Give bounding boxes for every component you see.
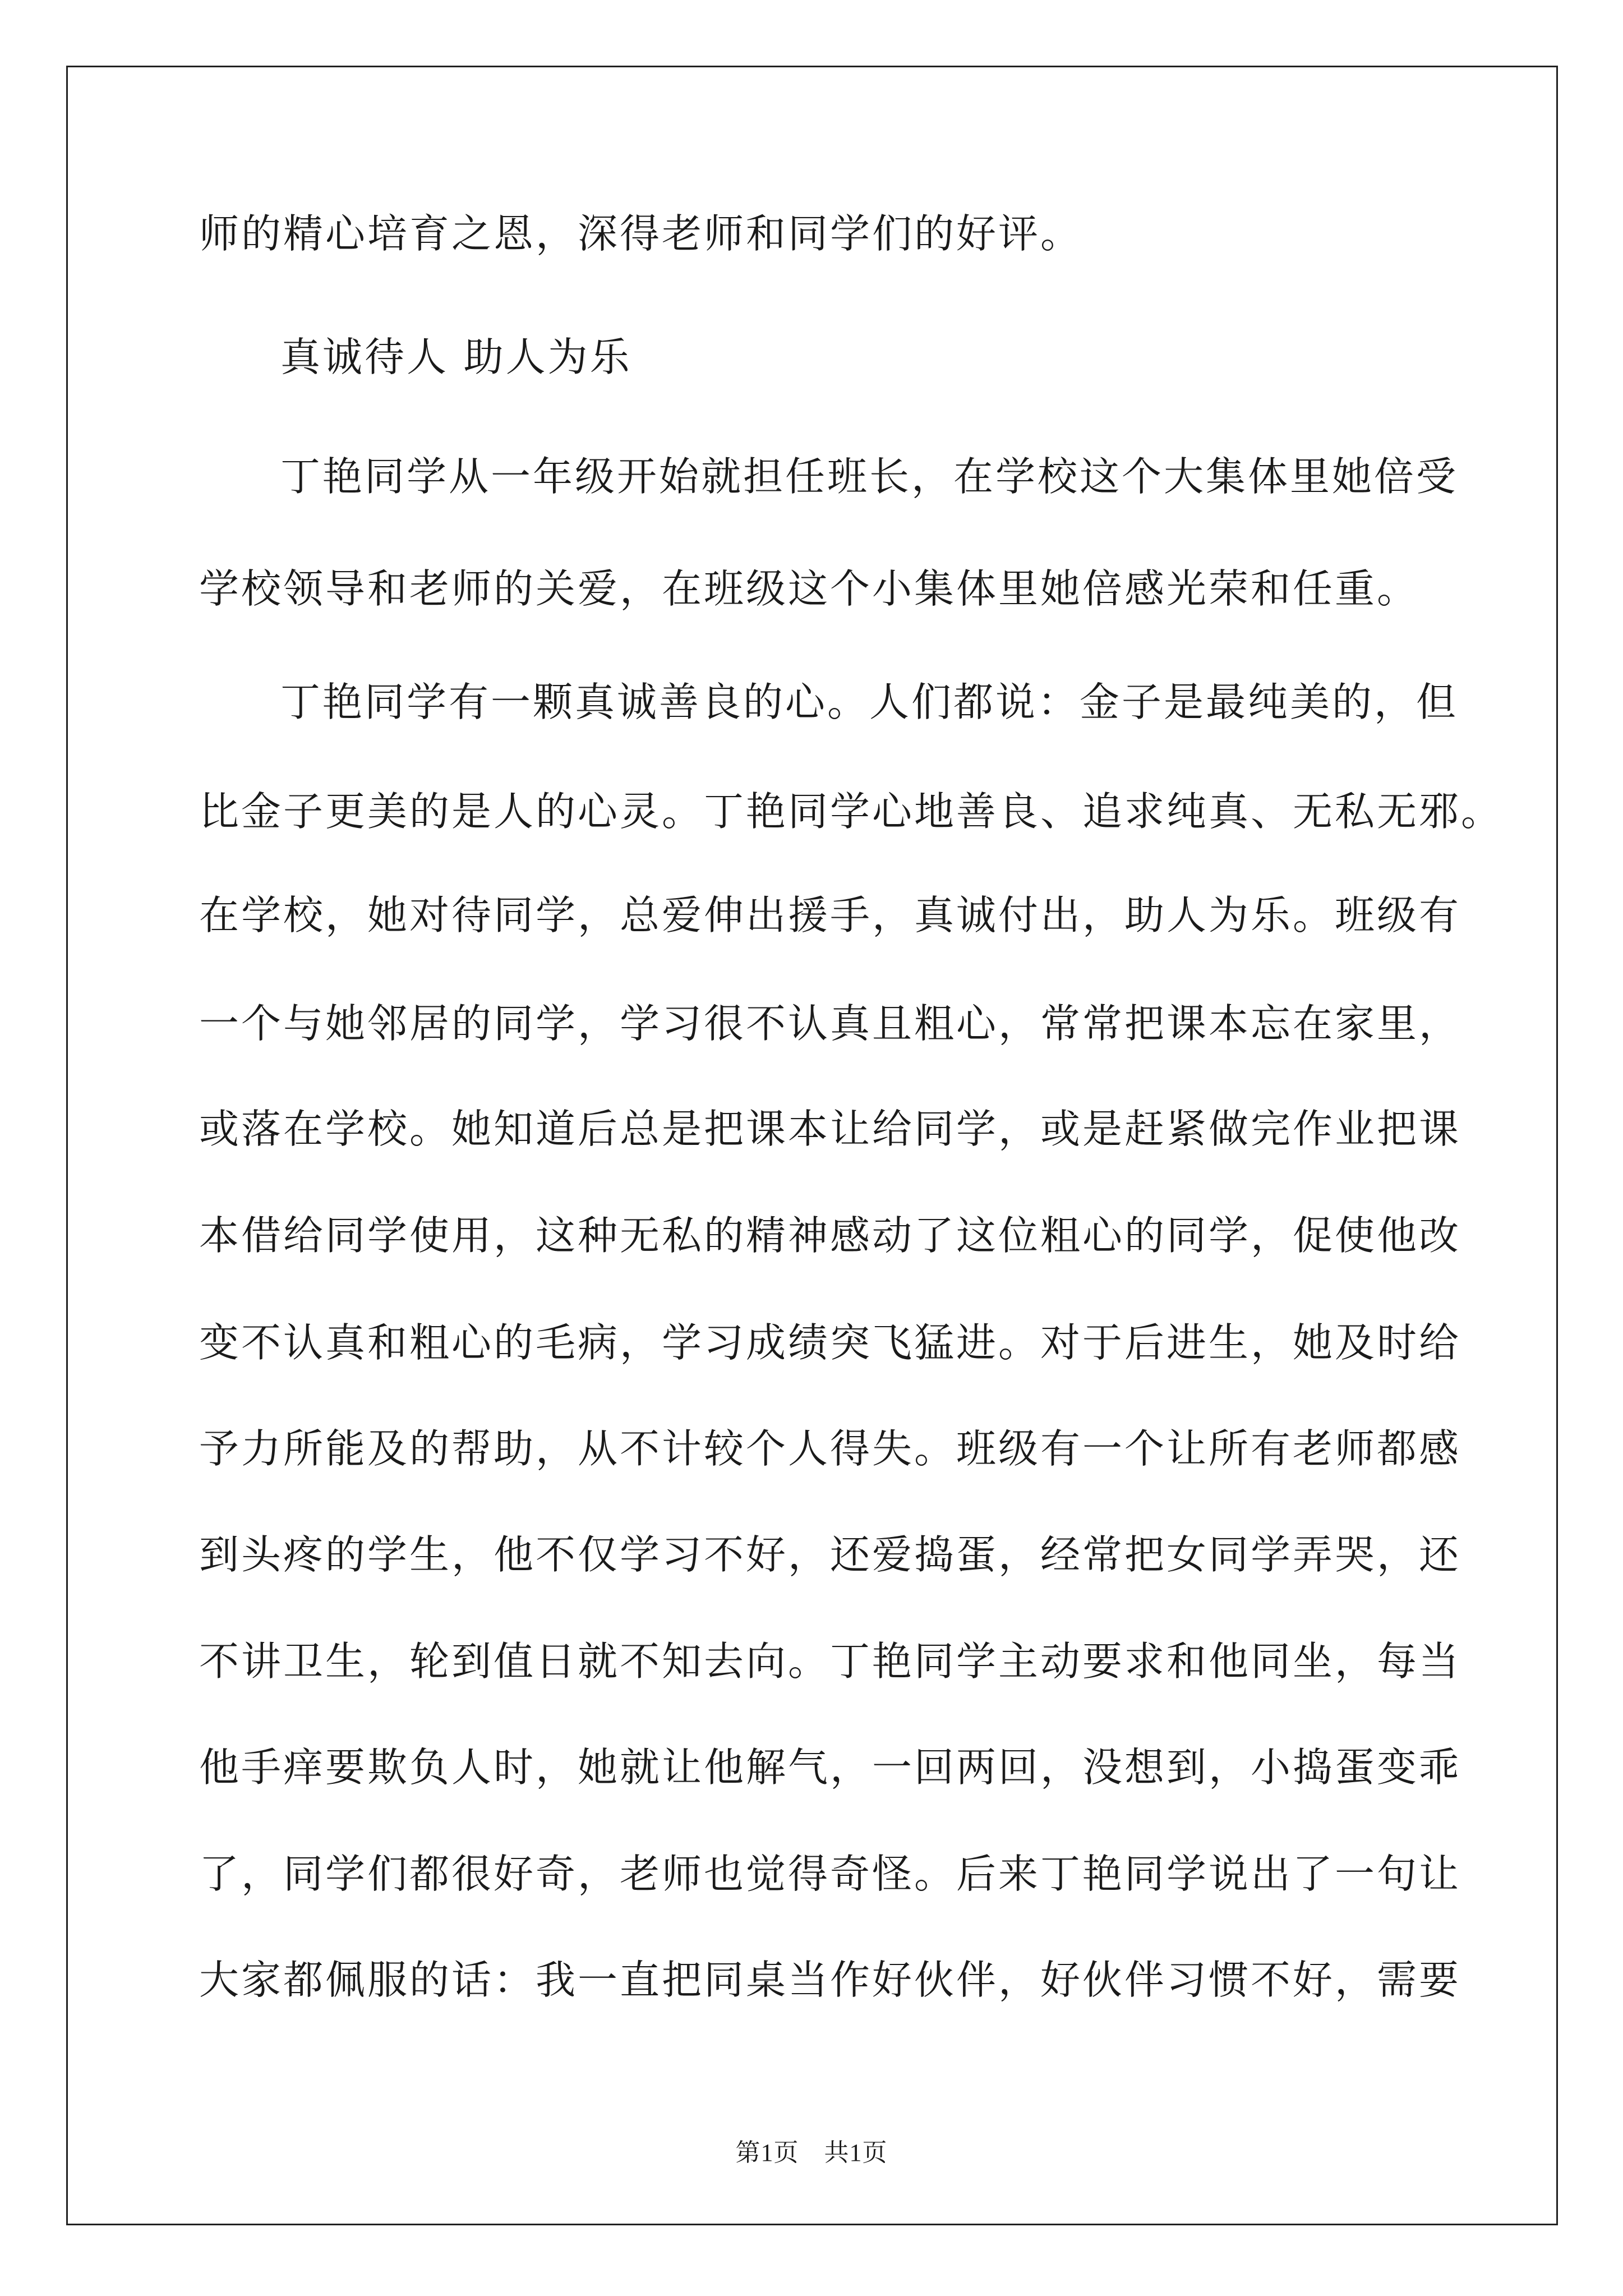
text-line: 师的精心培育之恩，深得老师和同学们的好评。 xyxy=(199,210,1083,257)
text-line: 大家都佩服的话：我一直把同桌当作好伙伴，好伙伴习惯不好，需要 xyxy=(199,1957,1461,2003)
section-heading: 真诚待人 助人为乐 xyxy=(280,334,632,380)
text-line: 丁艳同学从一年级开始就担任班长，在学校这个大集体里她倍受 xyxy=(280,453,1459,500)
text-line: 一个与她邻居的同学，学习很不认真且粗心，常常把课本忘在家里， xyxy=(199,1000,1461,1047)
text-line: 到头疼的学生，他不仅学习不好，还爱捣蛋，经常把女同学弄哭，还 xyxy=(199,1531,1461,1578)
text-line: 丁艳同学有一颗真诚善良的心。人们都说：金子是最纯美的，但 xyxy=(280,679,1459,725)
text-line: 比金子更美的是人的心灵。丁艳同学心地善良、追求纯真、无私无邪。 xyxy=(199,788,1504,835)
text-line: 本借给同学使用，这种无私的精神感动了这位粗心的同学，促使他改 xyxy=(199,1212,1461,1259)
text-line: 在学校，她对待同学，总爱伸出援手，真诚付出，助人为乐。班级有 xyxy=(199,892,1461,938)
page-number-footer: 第1页 共1页 xyxy=(735,2139,888,2166)
text-line: 学校领导和老师的关爱，在班级这个小集体里她倍感光荣和任重。 xyxy=(199,565,1419,612)
text-line: 他手痒要欺负人时，她就让他解气，一回两回，没想到，小捣蛋变乖 xyxy=(199,1744,1461,1791)
text-line: 不讲卫生，轮到值日就不知去向。丁艳同学主动要求和他同坐，每当 xyxy=(199,1638,1461,1685)
text-line: 或落在学校。她知道后总是把课本让给同学，或是赶紧做完作业把课 xyxy=(199,1106,1461,1152)
text-line: 予力所能及的帮助，从不计较个人得失。班级有一个让所有老师都感 xyxy=(199,1425,1461,1472)
text-line: 变不认真和粗心的毛病，学习成绩突飞猛进。对于后进生，她及时给 xyxy=(199,1319,1461,1366)
text-line: 了，同学们都很好奇，老师也觉得奇怪。后来丁艳同学说出了一句让 xyxy=(199,1851,1461,1897)
